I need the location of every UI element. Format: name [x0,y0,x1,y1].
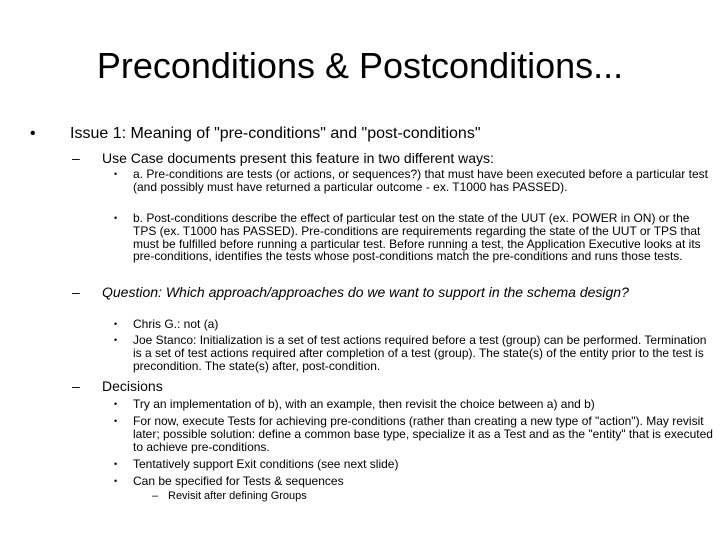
bullet-icon: • [114,476,118,486]
bullet-icon: • [30,125,36,142]
decisions-subitem-text: Try an implementation of b), with an example, then revisit the choice between a) and b) [133,397,595,411]
dash-icon: – [72,284,80,300]
decisions-subitem-text: Tentatively support Exit conditions (see next slide) [133,457,399,471]
bullet-icon: • [114,335,118,345]
bullet-icon: • [114,459,118,469]
dash-icon: – [72,378,80,394]
bullet-icon: • [114,319,118,329]
bullet-icon: • [114,213,118,223]
use-case-text: Use Case documents present this feature in two different ways: [102,150,494,166]
use-case-subitem-text: a. Pre-conditions are tests (or actions, or sequences?) that must have been executed before a particular test (and possibly must have returned a particular outcome - ex. T1000 has PASSED). [133,167,708,194]
issue-text: Issue 1: Meaning of "pre-conditions" and "post-conditions" [70,125,481,142]
question-subitem-text: Chris G.: not (a) [133,317,219,331]
bullet-icon: • [114,416,118,426]
bullet-icon: • [114,169,118,179]
decisions-text: Decisions [102,378,163,394]
question-text: Question: Which approach/approaches do we want to support in the schema design? [102,284,629,300]
dash-icon: – [72,150,80,166]
decisions-subitem-text: Can be specified for Tests & sequences [133,474,344,488]
use-case-subitem-text: b. Post-conditions describe the effect of particular test on the state of the UUT (ex. POWER in ON) or the TPS (ex. T1000 has PASSED). Pre-conditions are requirements regarding the state of the UUT or TPS that must be fulfilled before running a particular test. Before running a test, the Application Executive looks at its pre-conditions, identifies the tests whose post-conditions match the pre-conditions and runs those tests. [133,211,701,264]
decisions-subsubitem-text: Revisit after defining Groups [168,490,307,502]
slide-title: Preconditions & Postconditions... [96,45,624,86]
bullet-icon: • [114,399,118,409]
question-subitem-text: Joe Stanco: Initialization is a set of test actions required before a test (group) can be performed. Termination is a set of test actions required after completion of a test (group). The state(s) of the entity prior to the test is precondition. The state(s) after, post-condition. [133,333,707,373]
decisions-subitem-text: For now, execute Tests for achieving pre-conditions (rather than creating a new type of "action"). May revisit later; possible solution: define a common base type, specialize it as a Test and as the "entity" that is executed to achieve pre-conditions. [133,414,713,454]
dash-icon: – [152,490,159,502]
